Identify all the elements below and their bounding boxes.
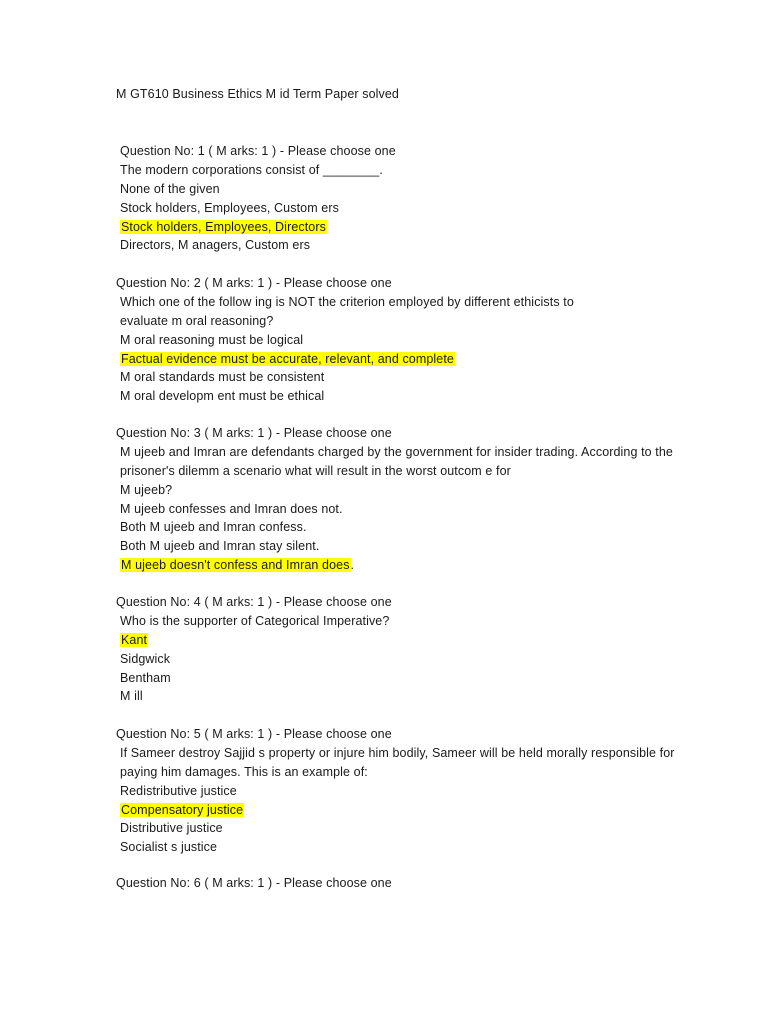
question-block-6 <box>116 874 392 893</box>
question-block-2 <box>116 274 574 406</box>
question-stem: Which one of the follow ing is NOT the criterion employed by different ethicists to <box>120 294 574 309</box>
question-block-1 <box>116 142 396 255</box>
answer-option: M ujeeb confesses and Imran does not. <box>120 501 343 516</box>
question-block-5 <box>116 725 675 857</box>
answer-option: M ill <box>120 689 143 704</box>
answer-option: Bentham <box>120 670 171 685</box>
answer-option: Both M ujeeb and Imran stay silent. <box>120 539 320 554</box>
answer-option: Socialist s justice <box>120 840 218 855</box>
question-stem: prisoner's dilemm a scenario what will result in the worst outcom e for <box>120 463 511 478</box>
question-block-4 <box>116 593 392 706</box>
answer-option: None of the given <box>120 181 220 196</box>
highlighted-correct-answer: Stock holders, Employees, Directors <box>121 219 326 234</box>
highlighted-correct-answer: M ujeeb doesn't confess and Imran does <box>121 558 350 573</box>
question-stem: paying him damages. This is an example of: <box>120 764 368 779</box>
answer-option: Distributive justice <box>120 821 223 836</box>
question-block-3 <box>116 424 673 575</box>
question-stem: evaluate m oral reasoning? <box>120 313 274 328</box>
answer-option: Sidgwick <box>120 651 171 666</box>
question-header: Question No: 2 ( M arks: 1 ) - Please choose one <box>116 276 392 290</box>
document-title: M GT610 Business Ethics M id Term Paper solved <box>116 87 399 101</box>
question-stem: The modern corporations consist of ________. <box>120 162 383 177</box>
answer-option: Directors, M anagers, Custom ers <box>120 238 311 253</box>
question-header: Question No: 4 ( M arks: 1 ) - Please choose one <box>116 595 392 609</box>
question-header: Question No: 3 ( M arks: 1 ) - Please choose one <box>116 426 392 440</box>
question-header: Question No: 1 ( M arks: 1 ) - Please choose one <box>120 144 396 158</box>
answer-option: Both M ujeeb and Imran confess. <box>120 520 307 535</box>
question-stem: M ujeeb and Imran are defendants charged by the government for insider trading. According to the <box>120 444 673 459</box>
answer-option: Stock holders, Employees, Custom ers <box>120 200 339 215</box>
answer-option: M oral standards must be consistent <box>120 370 325 385</box>
answer-suffix: . <box>350 558 355 573</box>
highlighted-correct-answer: Compensatory justice <box>121 802 244 817</box>
question-stem: If Sameer destroy Sajjid s property or injure him bodily, Sameer will be held morally responsible for <box>120 745 675 760</box>
answer-option: M oral developm ent must be ethical <box>120 389 325 404</box>
answer-option: M oral reasoning must be logical <box>120 332 304 347</box>
question-header: Question No: 6 ( M arks: 1 ) - Please choose one <box>116 876 392 890</box>
question-stem: M ujeeb? <box>120 482 173 497</box>
highlighted-correct-answer: Factual evidence must be accurate, relevant, and complete <box>121 351 454 366</box>
question-stem: Who is the supporter of Categorical Imperative? <box>120 613 390 628</box>
question-header: Question No: 5 ( M arks: 1 ) - Please choose one <box>116 727 392 741</box>
highlighted-correct-answer: Kant <box>121 632 148 647</box>
answer-option: Redistributive justice <box>120 783 237 798</box>
